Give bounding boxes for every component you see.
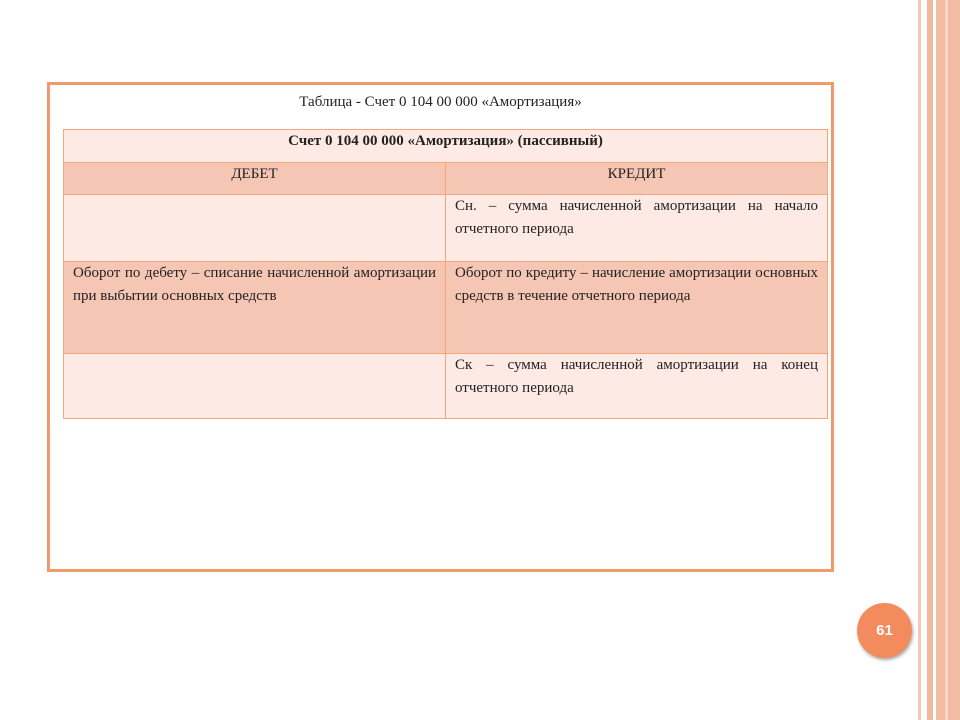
table-header-row (64, 163, 828, 195)
page-number-badge (857, 603, 912, 658)
slide-title: Таблица - Счет 0 104 00 000 «Амортизация» (299, 94, 582, 110)
credit-cell: Сн. – сумма начисленной амортизации на начало отчетного периода (446, 195, 828, 262)
credit-cell: Оборот по кредиту – начисление амортизации основных средств в течение отчетного периода (446, 262, 828, 354)
table-row (64, 262, 828, 354)
table-caption: Счет 0 104 00 000 «Амортизация» (пассивный) (64, 130, 828, 163)
debit-cell (64, 354, 446, 419)
credit-cell: Ск – сумма начисленной амортизации на конец отчетного периода (446, 354, 828, 419)
decorative-stripe (945, 0, 948, 720)
page-number: 61 (876, 622, 893, 639)
debit-header: ДЕБЕТ (64, 163, 446, 195)
credit-header: КРЕДИТ (446, 163, 828, 195)
table-row (64, 195, 828, 262)
content-frame (47, 82, 834, 572)
debit-cell: Оборот по дебету – списание начисленной амортизации при выбытии основных средств (64, 262, 446, 354)
table-caption-row (64, 130, 828, 163)
decorative-stripe (936, 0, 960, 720)
debit-cell (64, 195, 446, 262)
table-row (64, 354, 828, 419)
account-table (63, 129, 828, 419)
